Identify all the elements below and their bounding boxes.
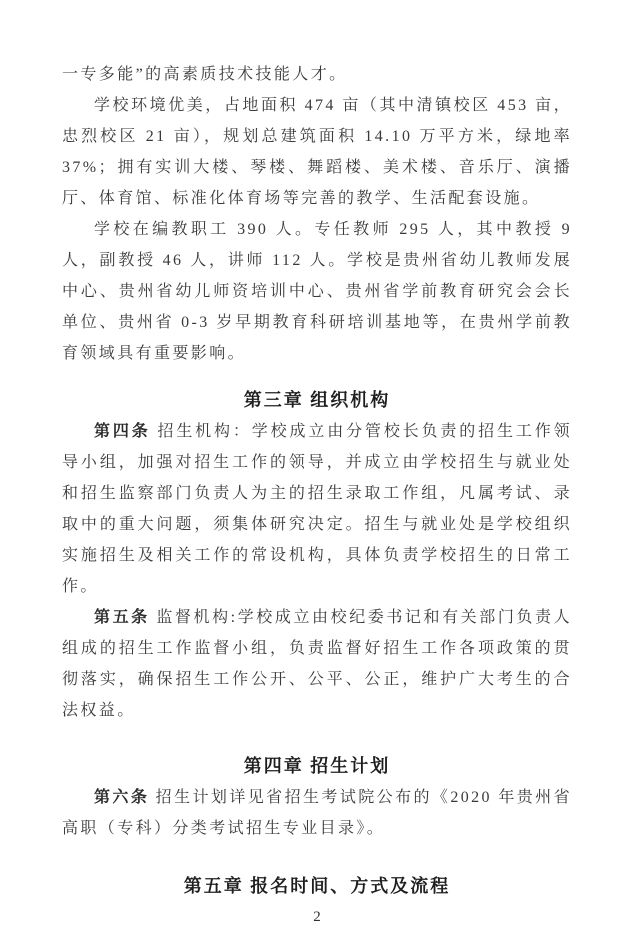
- page-number: 2: [313, 909, 321, 925]
- paragraph-staff: 学校在编教职工 390 人。专任教师 295 人，其中教授 9 人，副教授 46 人，讲师 112 人。学校是贵州省幼儿教师发展中心、贵州省幼儿师资培训中心、贵州省学前教育研究会会长单位、贵州省 0-3 岁早期教育科研培训基地等，在贵州学前教育领域具有重要影响。: [62, 221, 572, 362]
- paragraph-article-4: [62, 416, 572, 602]
- article-6-term: 第六条: [94, 789, 150, 806]
- paragraph-continuation: 一专多能”的高素质技术技能人才。: [62, 66, 348, 83]
- article-4-term: 第四条: [94, 423, 151, 440]
- article-4-text: 招生机构：学校成立由分管校长负责的招生工作领导小组，加强对招生工作的领导，并成立由学校招生与就业处和招生监察部门负责人为主的招生录取工作组，凡属考试、录取中的重大问题，须集体研究决定。招生与就业处是学校组织实施招生及相关工作的常设机构，具体负责学校招生的日常工作。: [62, 423, 572, 595]
- paragraph-article-5: [62, 602, 572, 726]
- article-5-text: 监督机构:学校成立由校纪委书记和有关部门负责人组成的招生工作监督小组，负责监督好招生工作各项政策的贯彻落实，确保招生工作公开、公平、公正，维护广大考生的合法权益。: [62, 609, 572, 719]
- paragraph-campus: 学校环境优美，占地面积 474 亩（其中清镇校区 453 亩，忠烈校区 21 亩），规划总建筑面积 14.10 万平方米，绿地率 37%；拥有实训大楼、琴楼、舞蹈楼、美术楼、音乐厅、演播厅、体育馆、标准化体育场等完善的教学、生活配套设施。: [62, 97, 572, 207]
- article-6-text: 招生计划详见省招生考试院公布的《2020 年贵州省高职（专科）分类考试招生专业目录》。: [62, 789, 572, 837]
- chapter-5-heading: 第五章 报名时间、方式及流程: [183, 876, 451, 896]
- chapter-3-heading: 第三章 组织机构: [243, 390, 391, 410]
- paragraph-article-6: [62, 782, 572, 844]
- chapter-4-heading: 第四章 招生计划: [243, 756, 391, 776]
- article-5-term: 第五条: [94, 609, 150, 626]
